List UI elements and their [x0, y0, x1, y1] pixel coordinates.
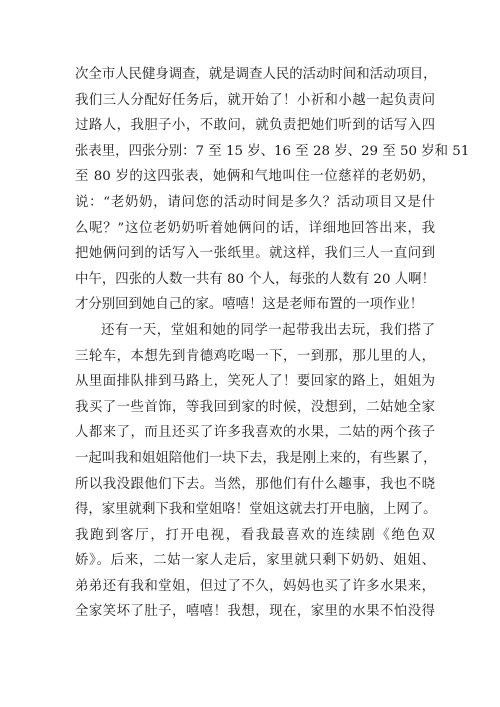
text-line: 弟弟还有我和堂姐，但过了不久，妈妈也买了许多水果来， [75, 578, 435, 594]
text-line: 次全市人民健身调查，就是调查人民的活动时间和活动项目， [75, 67, 437, 82]
text-line: 一起叫我和姐姐陪他们一块下去，我是刚上来的，有些累了， [75, 450, 437, 466]
text-line: 娇》。后来，二姑一家人走后，家里就只剩下奶奶、姐姐、 [75, 553, 435, 569]
text-line: 把她俩问到的话写入一张纸里。就这样，我们三人一直问到 [75, 246, 435, 262]
text-line: 中午，四张的人数一共有 80 个人，每张的人数有 20 人啊！ [75, 271, 435, 287]
text-line: 过路人，我胆子小，不敢问，就负责把她们听到的话写入四 [75, 118, 435, 134]
text-line: 么呢？”这位老奶奶听着她俩问的话，详细地回答出来，我 [75, 220, 435, 236]
text-line: 我跑到客厅，打开电视，看我最喜欢的连续剧《绝色双 [75, 527, 435, 543]
text-line: 人都来了，而且还买了许多我喜欢的水果，二姑的两个孩子 [75, 425, 435, 441]
text-line: 从里面排队排到马路上，笑死人了！要回家的路上，姐姐为 [75, 374, 435, 390]
text-line: 我们三人分配好任务后，就开始了！小祈和小越一起负责问 [75, 92, 435, 108]
paragraph-first-line: 还有一天，堂姐和她的同学一起带我出去玩，我们搭了 [101, 322, 435, 338]
text-line: 至 80 岁的这四张表，她俩和气地叫住一位慈祥的老奶奶， [75, 169, 435, 185]
text-line: 才分别回到她自己的家。嘻嘻！这是老师布置的一项作业！ [75, 297, 424, 313]
text-line: 我买了一些首饰，等我回到家的时候，没想到，二姑她全家 [75, 399, 435, 415]
text-line: 全家笑坏了肚子，嘻嘻！我想，现在，家里的水果不怕没得 [75, 604, 435, 620]
text-line: 所以我没跟他们下去。当然，那他们有什么趣事，我也不晓 [75, 476, 435, 492]
text-line: 三轮车，本想先到肯德鸡吃喝一下，一到那，那儿里的人， [75, 348, 435, 364]
article-body [75, 62, 470, 625]
text-line: 说：“老奶奶，请问您的活动时间是多久？活动项目又是什 [75, 194, 435, 210]
text-line: 张表里，四张分别：7 至 15 岁、16 至 28 岁、29 至 50 岁和 51 [75, 143, 470, 159]
text-line: 得，家里就剩下我和堂姐咯！堂姐这就去打开电脑，上网了。 [75, 502, 437, 518]
